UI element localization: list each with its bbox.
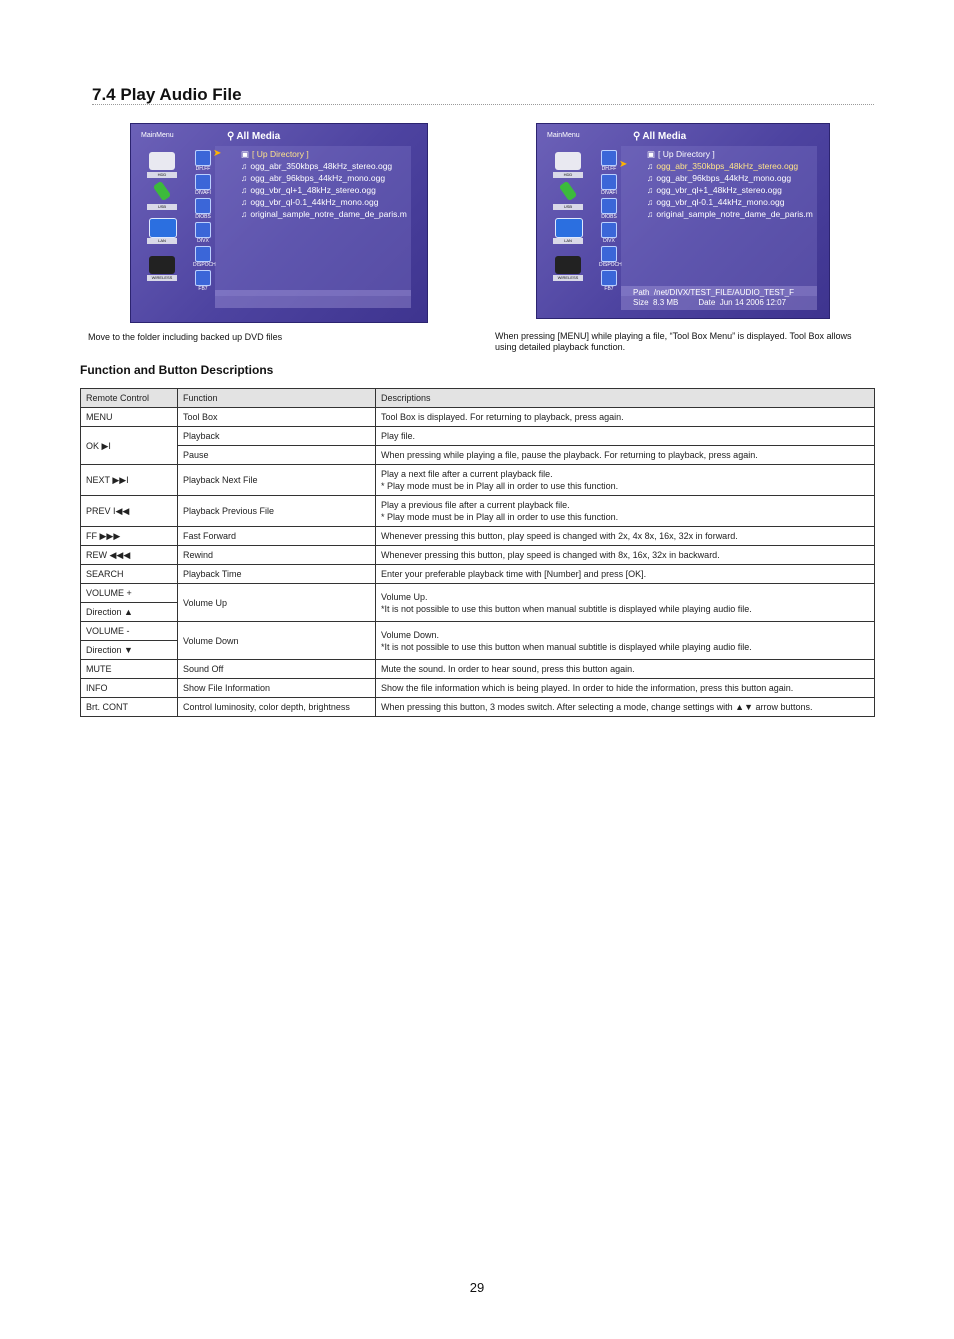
main-menu-label: MainMenu — [141, 132, 174, 139]
remote-control-cell: MENU — [81, 408, 178, 427]
description-cell: Volume Up. *It is not possible to use this button when manual subtitle is displayed while playing audio file. — [376, 584, 875, 622]
main-menu-label: MainMenu — [547, 132, 580, 139]
info-bar — [215, 290, 411, 308]
device-label: USB — [147, 204, 177, 210]
remote-control-cell: Direction ▲ — [81, 603, 178, 622]
folder-icon — [195, 222, 211, 238]
arrow-right-icon: ➤ — [213, 148, 222, 159]
function-cell: Playback — [178, 427, 376, 446]
search-icon: ⚲ — [633, 131, 641, 142]
description-cell: Play file. — [376, 427, 875, 446]
function-cell: Playback Time — [178, 565, 376, 584]
column-header: Remote Control — [81, 389, 178, 408]
file-row[interactable]: ♫ ogg_abr_96kbps_44kHz_mono.ogg — [241, 173, 386, 183]
screenshot-toolbox-view — [536, 123, 830, 319]
device-label: WIRELESS — [553, 275, 583, 281]
file-row-selected[interactable]: ♫ ogg_abr_350kbps_48kHz_stereo.ogg — [647, 161, 799, 171]
music-note-icon: ♫ — [647, 209, 654, 219]
music-note-icon: ♫ — [241, 197, 248, 207]
folder-icon — [601, 246, 617, 262]
file-size-date-info: Size 8.3 MB Date Jun 14 2006 12:07 — [633, 298, 787, 307]
search-icon: ⚲ — [227, 131, 235, 142]
remote-control-cell: Brt. CONT — [81, 698, 178, 717]
function-cell: Playback Next File — [178, 465, 376, 496]
table-row — [81, 546, 875, 565]
folder-label: DH.FF — [601, 166, 617, 172]
hdd-icon — [149, 152, 175, 170]
hdd-icon — [555, 152, 581, 170]
caption-toolbox-view: When pressing [MENU] while playing a file, “Tool Box Menu” is displayed. Tool Box allows using detailed playback function. — [495, 331, 852, 352]
device-label: LAN — [147, 238, 177, 244]
function-cell: Fast Forward — [178, 527, 376, 546]
table-row — [81, 679, 875, 698]
file-row-up-directory[interactable]: ▣ [ Up Directory ] — [241, 149, 309, 159]
table-row — [81, 584, 875, 603]
music-note-icon: ♫ — [647, 185, 654, 195]
music-note-icon: ♫ — [647, 197, 654, 207]
remote-control-cell: FF ▶▶▶ — [81, 527, 178, 546]
folder-label: DIVAFI — [195, 190, 211, 196]
folder-label: FB7 — [198, 286, 208, 292]
table-row — [81, 698, 875, 717]
folder-icon — [601, 198, 617, 214]
remote-control-cell: PREV I◀◀ — [81, 496, 178, 527]
function-cell: Sound Off — [178, 660, 376, 679]
wireless-icon — [149, 256, 175, 274]
folder-label: FB7 — [604, 286, 614, 292]
column-header: Function — [178, 389, 376, 408]
device-label: HDD — [553, 172, 583, 178]
folder-icon — [195, 198, 211, 214]
table-row — [81, 527, 875, 546]
music-note-icon: ♫ — [647, 161, 654, 171]
remote-control-cell: OK ▶I — [81, 427, 178, 465]
description-cell: Play a previous file after a current playback file. * Play mode must be in Play all in order to use this function. — [376, 496, 875, 527]
description-cell: When pressing this button, 3 modes switch. After selecting a mode, change settings with ▲▼ arrow buttons. — [376, 698, 875, 717]
lan-icon — [149, 218, 177, 238]
function-table-title: Function and Button Descriptions — [80, 363, 274, 377]
table-row — [81, 496, 875, 527]
folder-icon — [195, 246, 211, 262]
table-row — [81, 622, 875, 641]
folder-label: DIOBS — [601, 214, 617, 220]
remote-control-cell: NEXT ▶▶I — [81, 465, 178, 496]
folder-icon — [195, 174, 211, 190]
remote-control-cell: REW ◀◀◀ — [81, 546, 178, 565]
function-cell: Rewind — [178, 546, 376, 565]
description-cell: When pressing while playing a file, pause the playback. For returning to playback, press again. — [376, 446, 875, 465]
music-note-icon: ♫ — [241, 209, 248, 219]
folder-label: DISPOCH — [193, 262, 216, 268]
remote-control-cell: MUTE — [81, 660, 178, 679]
function-cell: Playback Previous File — [178, 496, 376, 527]
folder-label: DISPOCH — [599, 262, 622, 268]
table-row — [81, 446, 875, 465]
device-label: USB — [553, 204, 583, 210]
usb-icon — [559, 181, 578, 201]
folder-label: DIVX — [603, 238, 615, 244]
file-row[interactable]: ♫ original_sample_notre_dame_de_paris.m — [647, 209, 813, 219]
function-cell: Pause — [178, 446, 376, 465]
function-cell: Show File Information — [178, 679, 376, 698]
remote-control-cell: VOLUME + — [81, 584, 178, 603]
device-label: HDD — [147, 172, 177, 178]
folder-icon — [601, 150, 617, 166]
description-cell: Volume Down. *It is not possible to use this button when manual subtitle is displayed while playing audio file. — [376, 622, 875, 660]
description-cell: Mute the sound. In order to hear sound, press this button again. — [376, 660, 875, 679]
music-note-icon: ♫ — [241, 185, 248, 195]
arrow-right-icon: ➤ — [619, 159, 628, 170]
folder-icon — [195, 150, 211, 166]
description-cell: Play a next file after a current playback file. * Play mode must be in Play all in order to use this function. — [376, 465, 875, 496]
file-row[interactable]: ♫ ogg_vbr_ql+1_48kHz_stereo.ogg — [241, 185, 376, 195]
music-note-icon: ♫ — [241, 173, 248, 183]
table-row — [81, 427, 875, 446]
file-row[interactable]: ♫ ogg_vbr_ql-0.1_44kHz_mono.ogg — [647, 197, 785, 207]
music-note-icon: ♫ — [647, 173, 654, 183]
device-label: WIRELESS — [147, 275, 177, 281]
function-cell: Volume Down — [178, 622, 376, 660]
remote-control-cell: INFO — [81, 679, 178, 698]
column-header: Descriptions — [376, 389, 875, 408]
lan-icon — [555, 218, 583, 238]
table-row — [81, 660, 875, 679]
folder-up-icon: ▣ — [241, 149, 250, 159]
folder-icon — [195, 270, 211, 286]
description-cell: Show the file information which is being played. In order to hide the information, press this button again. — [376, 679, 875, 698]
description-cell: Tool Box is displayed. For returning to playback, press again. — [376, 408, 875, 427]
function-cell: Control luminosity, color depth, brightness — [178, 698, 376, 717]
table-row — [81, 465, 875, 496]
section-divider — [92, 104, 874, 105]
folder-label: DH.FF — [195, 166, 211, 172]
section-title: 7.4 Play Audio File — [92, 85, 242, 104]
music-note-icon: ♫ — [241, 161, 248, 171]
remote-control-cell: Direction ▼ — [81, 641, 178, 660]
folder-icon — [601, 222, 617, 238]
description-cell: Enter your preferable playback time with [Number] and press [OK]. — [376, 565, 875, 584]
file-row[interactable]: ♫ original_sample_notre_dame_de_paris.m — [241, 209, 407, 219]
folder-label: DIOBS — [195, 214, 211, 220]
file-row[interactable]: ♫ ogg_vbr_ql-0.1_44kHz_mono.ogg — [241, 197, 379, 207]
wireless-icon — [555, 256, 581, 274]
table-header-row — [81, 389, 875, 408]
table-row — [81, 408, 875, 427]
folder-label: DIVX — [197, 238, 209, 244]
folder-up-icon: ▣ — [647, 149, 656, 159]
description-cell: Whenever pressing this button, play speed is changed with 2x, 4x 8x, 16x, 32x in forward. — [376, 527, 875, 546]
file-row[interactable]: ♫ ogg_abr_350kbps_48kHz_stereo.ogg — [241, 161, 393, 171]
usb-icon — [153, 181, 172, 201]
description-cell: Whenever pressing this button, play speed is changed with 8x, 16x, 32x in backward. — [376, 546, 875, 565]
file-row[interactable]: ♫ ogg_vbr_ql+1_48kHz_stereo.ogg — [647, 185, 782, 195]
folder-icon — [601, 270, 617, 286]
folder-icon — [601, 174, 617, 190]
folder-label: DIVAFI — [601, 190, 617, 196]
file-path-info: Path /net/DIVX/TEST_FILE/AUDIO_TEST_F — [633, 288, 794, 297]
caption-folder-view: Move to the folder including backed up DVD files — [88, 332, 283, 342]
all-media-header: ⚲ All Media — [227, 131, 281, 142]
function-cell: Tool Box — [178, 408, 376, 427]
page-number: 29 — [469, 1280, 485, 1295]
all-media-header: ⚲ All Media — [633, 131, 687, 142]
remote-control-cell: SEARCH — [81, 565, 178, 584]
function-cell: Volume Up — [178, 584, 376, 622]
file-row-up-directory[interactable]: ▣ [ Up Directory ] — [647, 149, 715, 159]
screenshot-folder-view — [130, 123, 428, 323]
table-row — [81, 565, 875, 584]
remote-control-cell: VOLUME - — [81, 622, 178, 641]
device-label: LAN — [553, 238, 583, 244]
file-row[interactable]: ♫ ogg_abr_96kbps_44kHz_mono.ogg — [647, 173, 792, 183]
function-table — [80, 388, 875, 717]
